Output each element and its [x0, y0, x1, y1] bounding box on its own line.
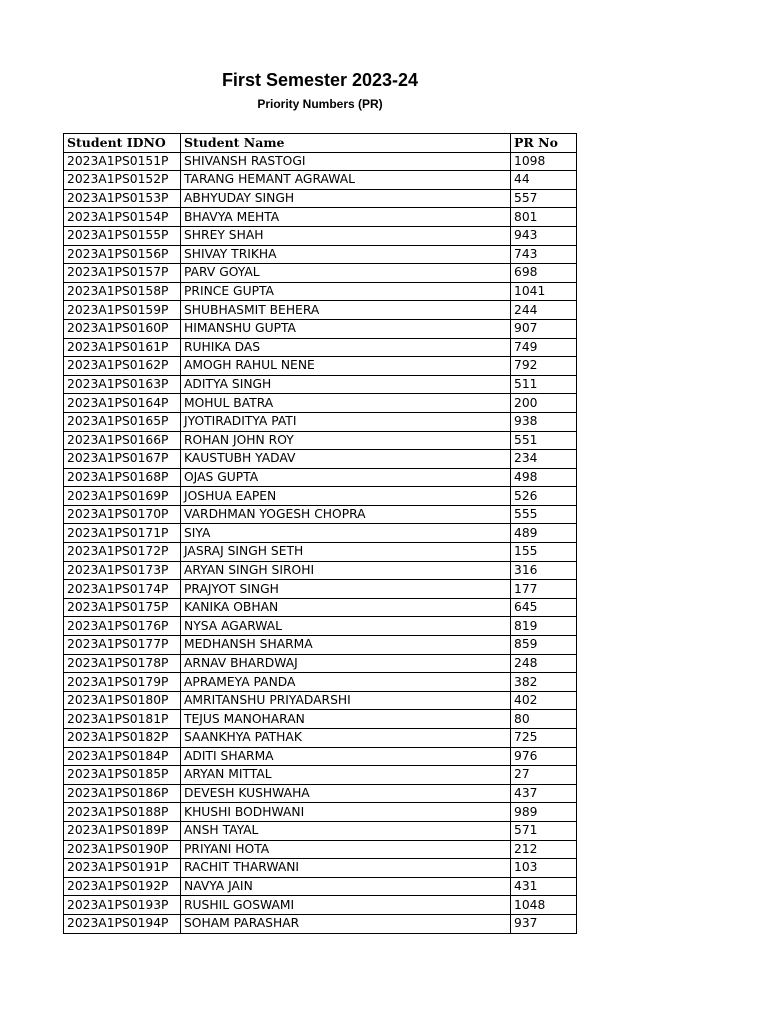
student-idno-cell: 2023A1PS0158P: [64, 282, 181, 301]
table-row: [64, 450, 577, 469]
table-row: [64, 189, 577, 208]
pr-no-cell: 80: [511, 710, 577, 729]
student-name-cell: AMOGH RAHUL NENE: [181, 357, 511, 376]
table-row: [64, 747, 577, 766]
table-row: [64, 319, 577, 338]
student-name-cell: KHUSHI BODHWANI: [181, 803, 511, 822]
pr-no-cell: 943: [511, 226, 577, 245]
student-name-cell: TARANG HEMANT AGRAWAL: [181, 171, 511, 190]
pr-no-cell: 555: [511, 505, 577, 524]
student-idno-cell: 2023A1PS0151P: [64, 152, 181, 171]
pr-no-cell: 1048: [511, 896, 577, 915]
table-row: [64, 171, 577, 190]
page-title: First Semester 2023-24: [221, 70, 419, 90]
pr-no-cell: 498: [511, 468, 577, 487]
student-name-cell: SIYA: [181, 524, 511, 543]
student-idno-cell: 2023A1PS0186P: [64, 784, 181, 803]
student-name-cell: SOHAM PARASHAR: [181, 914, 511, 933]
table-row: [64, 338, 577, 357]
student-name-cell: MOHUL BATRA: [181, 394, 511, 413]
student-idno-cell: 2023A1PS0161P: [64, 338, 181, 357]
table-row: [64, 208, 577, 227]
student-name-cell: OJAS GUPTA: [181, 468, 511, 487]
pr-no-cell: 989: [511, 803, 577, 822]
table-row: [64, 301, 577, 320]
table-row: [64, 375, 577, 394]
table-row: [64, 505, 577, 524]
student-idno-cell: 2023A1PS0169P: [64, 487, 181, 506]
table-row: [64, 487, 577, 506]
student-idno-cell: 2023A1PS0180P: [64, 691, 181, 710]
table-row: [64, 766, 577, 785]
student-name-cell: SHIVANSH RASTOGI: [181, 152, 511, 171]
student-idno-cell: 2023A1PS0181P: [64, 710, 181, 729]
pr-no-cell: 859: [511, 636, 577, 655]
student-idno-cell: 2023A1PS0173P: [64, 561, 181, 580]
student-idno-cell: 2023A1PS0185P: [64, 766, 181, 785]
student-name-cell: PARV GOYAL: [181, 264, 511, 283]
pr-no-cell: 645: [511, 598, 577, 617]
table-row: [64, 468, 577, 487]
student-idno-cell: 2023A1PS0171P: [64, 524, 181, 543]
student-idno-cell: 2023A1PS0189P: [64, 821, 181, 840]
table-row: [64, 821, 577, 840]
table-row: [64, 877, 577, 896]
table-row: [64, 226, 577, 245]
student-idno-cell: 2023A1PS0194P: [64, 914, 181, 933]
table-row: [64, 914, 577, 933]
student-idno-cell: 2023A1PS0179P: [64, 673, 181, 692]
pr-no-cell: 526: [511, 487, 577, 506]
student-idno-cell: 2023A1PS0160P: [64, 319, 181, 338]
pr-no-cell: 571: [511, 821, 577, 840]
pr-no-cell: 489: [511, 524, 577, 543]
student-name-cell: PRINCE GUPTA: [181, 282, 511, 301]
student-name-cell: MEDHANSH SHARMA: [181, 636, 511, 655]
student-name-cell: SAANKHYA PATHAK: [181, 729, 511, 748]
student-idno-cell: 2023A1PS0159P: [64, 301, 181, 320]
pr-no-cell: 431: [511, 877, 577, 896]
pr-no-cell: 437: [511, 784, 577, 803]
student-name-cell: PRIYANI HOTA: [181, 840, 511, 859]
pr-no-cell: 244: [511, 301, 577, 320]
student-idno-cell: 2023A1PS0154P: [64, 208, 181, 227]
student-name-cell: ROHAN JOHN ROY: [181, 431, 511, 450]
pr-no-cell: 103: [511, 859, 577, 878]
table-row: [64, 840, 577, 859]
table-row: [64, 784, 577, 803]
student-idno-cell: 2023A1PS0176P: [64, 617, 181, 636]
student-idno-cell: 2023A1PS0167P: [64, 450, 181, 469]
student-idno-cell: 2023A1PS0153P: [64, 189, 181, 208]
pr-no-cell: 801: [511, 208, 577, 227]
student-name-cell: PRAJYOT SINGH: [181, 580, 511, 599]
table-row: [64, 896, 577, 915]
student-name-cell: SHIVAY TRIKHA: [181, 245, 511, 264]
student-idno-cell: 2023A1PS0170P: [64, 505, 181, 524]
student-name-cell: DEVESH KUSHWAHA: [181, 784, 511, 803]
table-row: [64, 580, 577, 599]
pr-no-cell: 155: [511, 543, 577, 562]
student-idno-cell: 2023A1PS0182P: [64, 729, 181, 748]
student-idno-cell: 2023A1PS0157P: [64, 264, 181, 283]
student-idno-cell: 2023A1PS0155P: [64, 226, 181, 245]
table-row: [64, 412, 577, 431]
pr-no-cell: 725: [511, 729, 577, 748]
table-row: [64, 617, 577, 636]
student-name-cell: BHAVYA MEHTA: [181, 208, 511, 227]
table-row: [64, 357, 577, 376]
student-idno-cell: 2023A1PS0192P: [64, 877, 181, 896]
table-row: [64, 264, 577, 283]
student-idno-cell: 2023A1PS0188P: [64, 803, 181, 822]
student-idno-cell: 2023A1PS0178P: [64, 654, 181, 673]
student-idno-cell: 2023A1PS0164P: [64, 394, 181, 413]
student-name-cell: SHUBHASMIT BEHERA: [181, 301, 511, 320]
table-row: [64, 543, 577, 562]
table-row: [64, 710, 577, 729]
student-idno-cell: 2023A1PS0191P: [64, 859, 181, 878]
student-name-cell: RACHIT THARWANI: [181, 859, 511, 878]
pr-no-cell: 382: [511, 673, 577, 692]
table-row: [64, 245, 577, 264]
student-idno-cell: 2023A1PS0163P: [64, 375, 181, 394]
table-row: [64, 636, 577, 655]
student-name-cell: SHREY SHAH: [181, 226, 511, 245]
student-idno-cell: 2023A1PS0166P: [64, 431, 181, 450]
student-name-cell: KANIKA OBHAN: [181, 598, 511, 617]
table-row: [64, 691, 577, 710]
table-row: [64, 859, 577, 878]
student-name-cell: TEJUS MANOHARAN: [181, 710, 511, 729]
pr-no-cell: 698: [511, 264, 577, 283]
pr-no-cell: 511: [511, 375, 577, 394]
student-name-cell: KAUSTUBH YADAV: [181, 450, 511, 469]
pr-no-cell: 200: [511, 394, 577, 413]
student-idno-cell: 2023A1PS0174P: [64, 580, 181, 599]
table-row: [64, 152, 577, 171]
student-name-cell: ARNAV BHARDWAJ: [181, 654, 511, 673]
pr-no-cell: 1098: [511, 152, 577, 171]
column-header-student-idno: Student IDNO: [64, 134, 181, 153]
table-header: [64, 134, 577, 153]
pr-no-cell: 27: [511, 766, 577, 785]
student-name-cell: ARYAN SINGH SIROHI: [181, 561, 511, 580]
student-name-cell: JOSHUA EAPEN: [181, 487, 511, 506]
column-header-pr-no: PR No: [511, 134, 577, 153]
student-idno-cell: 2023A1PS0193P: [64, 896, 181, 915]
table-row: [64, 431, 577, 450]
page-subtitle: Priority Numbers (PR): [257, 97, 383, 111]
student-idno-cell: 2023A1PS0168P: [64, 468, 181, 487]
student-idno-cell: 2023A1PS0156P: [64, 245, 181, 264]
pr-no-cell: 976: [511, 747, 577, 766]
pr-no-cell: 1041: [511, 282, 577, 301]
header-row: [64, 134, 577, 153]
table-row: [64, 803, 577, 822]
student-name-cell: RUSHIL GOSWAMI: [181, 896, 511, 915]
student-name-cell: VARDHMAN YOGESH CHOPRA: [181, 505, 511, 524]
pr-no-cell: 212: [511, 840, 577, 859]
pr-no-cell: 907: [511, 319, 577, 338]
student-idno-cell: 2023A1PS0172P: [64, 543, 181, 562]
student-name-cell: NYSA AGARWAL: [181, 617, 511, 636]
student-name-cell: ADITYA SINGH: [181, 375, 511, 394]
student-name-cell: AMRITANSHU PRIYADARSHI: [181, 691, 511, 710]
table-row: [64, 729, 577, 748]
student-name-cell: JYOTIRADITYA PATI: [181, 412, 511, 431]
table-row: [64, 673, 577, 692]
pr-no-cell: 937: [511, 914, 577, 933]
priority-numbers-table: [63, 133, 577, 934]
student-idno-cell: 2023A1PS0190P: [64, 840, 181, 859]
student-idno-cell: 2023A1PS0177P: [64, 636, 181, 655]
student-name-cell: ANSH TAYAL: [181, 821, 511, 840]
pr-no-cell: 402: [511, 691, 577, 710]
table-row: [64, 561, 577, 580]
pr-no-cell: 44: [511, 171, 577, 190]
student-idno-cell: 2023A1PS0175P: [64, 598, 181, 617]
pr-no-cell: 234: [511, 450, 577, 469]
pr-no-cell: 749: [511, 338, 577, 357]
pr-no-cell: 743: [511, 245, 577, 264]
table-row: [64, 654, 577, 673]
pr-no-cell: 177: [511, 580, 577, 599]
pr-no-cell: 248: [511, 654, 577, 673]
pr-no-cell: 792: [511, 357, 577, 376]
table-row: [64, 282, 577, 301]
student-idno-cell: 2023A1PS0184P: [64, 747, 181, 766]
student-idno-cell: 2023A1PS0152P: [64, 171, 181, 190]
student-name-cell: ADITI SHARMA: [181, 747, 511, 766]
table-row: [64, 524, 577, 543]
pr-no-cell: 938: [511, 412, 577, 431]
student-name-cell: NAVYA JAIN: [181, 877, 511, 896]
column-header-student-name: Student Name: [181, 134, 511, 153]
student-name-cell: HIMANSHU GUPTA: [181, 319, 511, 338]
table-row: [64, 394, 577, 413]
student-name-cell: JASRAJ SINGH SETH: [181, 543, 511, 562]
table-body: [64, 152, 577, 933]
student-idno-cell: 2023A1PS0165P: [64, 412, 181, 431]
student-name-cell: APRAMEYA PANDA: [181, 673, 511, 692]
student-idno-cell: 2023A1PS0162P: [64, 357, 181, 376]
table-row: [64, 598, 577, 617]
pr-no-cell: 316: [511, 561, 577, 580]
student-name-cell: RUHIKA DAS: [181, 338, 511, 357]
student-name-cell: ARYAN MITTAL: [181, 766, 511, 785]
pr-no-cell: 557: [511, 189, 577, 208]
student-name-cell: ABHYUDAY SINGH: [181, 189, 511, 208]
pr-no-cell: 551: [511, 431, 577, 450]
pr-no-cell: 819: [511, 617, 577, 636]
